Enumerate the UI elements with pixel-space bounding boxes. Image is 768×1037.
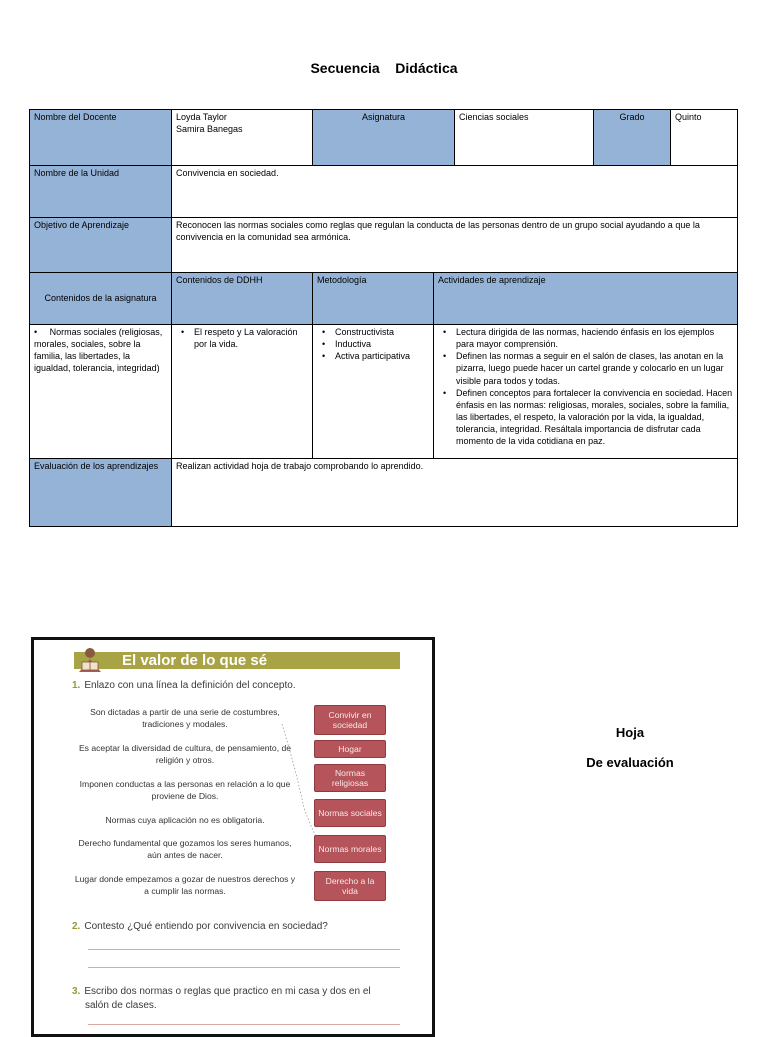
- concept-normas-sociales: Normas sociales: [314, 799, 386, 827]
- row-unidad: [30, 166, 738, 218]
- grado-label: Grado: [594, 110, 671, 166]
- asignatura-label: Asignatura: [313, 110, 455, 166]
- actividad-item: • Definen las normas a seguir en el salón de clases, las anotan en la pizarra, luego puede hacer un cartel grande y colocarlo en un lugar visible para todos y todas.: [456, 350, 733, 386]
- header-contenidos-ddhh: Contenidos de DDHH: [172, 273, 313, 325]
- actividad-item: • Definen conceptos para fortalecer la convivencia en sociedad. Hacen énfasis en las normas: religiosas, morales, sociales, sobre la familia, las libertades, el respeto, la valoración por la vida, la igualdad, tolerancia, integridad. Resáltala importancia de disfrutar cada momento de la vida cotidiana en paz.: [456, 387, 733, 448]
- header-metodologia: Metodología: [313, 273, 434, 325]
- definition-4: Normas cuya aplicación no es obligatoria.: [105, 815, 265, 825]
- contenidos-asignatura-value: Normas sociales (religiosas, morales, sociales, sobre la familia, las libertades, la igualdad, tolerancia, integridad): [34, 327, 163, 374]
- question-3-text-line-1: Escribo dos normas o reglas que practico en mi casa y dos en el: [84, 986, 371, 997]
- asignatura-value: Ciencias sociales: [455, 110, 594, 166]
- grado-value: Quinto: [671, 110, 738, 166]
- evaluacion-value: Realizan actividad hoja de trabajo comprobando lo aprendido.: [172, 459, 738, 527]
- question-3-number: 3.: [72, 986, 81, 997]
- answer-line: [88, 1024, 400, 1025]
- metodologia-item: • Constructivista: [335, 326, 429, 338]
- objetivo-label: Objetivo de Aprendizaje: [30, 218, 172, 273]
- question-3-text-line-2: salón de clases.: [85, 1000, 157, 1011]
- contenidos-asignatura-cell: [30, 325, 172, 459]
- metodologia-item: • Activa participativa: [335, 350, 429, 362]
- evaluation-worksheet-image: [31, 637, 435, 1037]
- caption-line-1: Hoja: [615, 725, 645, 740]
- answer-line: [88, 967, 400, 968]
- metodologia-cell: [313, 325, 434, 459]
- contenidos-ddhh-cell: [172, 325, 313, 459]
- header-actividades: Actividades de aprendizaje: [434, 273, 738, 325]
- definition-5: Derecho fundamental que gozamos los seres humanos, aún antes de nacer.: [78, 838, 292, 860]
- actividades-cell: [434, 325, 738, 459]
- header-contenidos-asignatura: Contenidos de la asignatura: [30, 273, 172, 325]
- worksheet-banner-title: El valor de lo que sé: [122, 652, 268, 669]
- unidad-value: Convivencia en sociedad.: [172, 166, 738, 218]
- row-contents: [30, 325, 738, 459]
- definition-1: Son dictadas a partir de una serie de costumbres, tradiciones y modales.: [90, 707, 280, 729]
- definition-2: Es aceptar la diversidad de cultura, de pensamiento, de religión y otros.: [78, 743, 292, 765]
- caption-line-2: De evaluación: [586, 755, 674, 770]
- question-1-number: 1.: [72, 680, 81, 691]
- concept-convivir-en-sociedad: Convivir en sociedad: [314, 705, 386, 735]
- question-3: [72, 985, 371, 1013]
- bullet-icon: •: [34, 327, 38, 337]
- evaluation-sheet-caption: [540, 718, 720, 778]
- ddhh-item: • El respeto y La valoración por la vida.: [194, 326, 308, 350]
- concept-derecho-a-la-vida: Derecho a la vida: [314, 871, 386, 901]
- definition-6: Lugar donde empezamos a gozar de nuestros derechos y a cumplir las normas.: [74, 874, 296, 896]
- row-docente: [30, 110, 738, 166]
- question-2: [72, 921, 328, 932]
- unidad-label: Nombre de la Unidad: [30, 166, 172, 218]
- actividad-item: • Lectura dirigida de las normas, haciendo énfasis en los ejemplos para mayor comprensión.: [456, 326, 733, 350]
- metodologia-item: • Inductiva: [335, 338, 429, 350]
- question-2-number: 2.: [72, 921, 81, 932]
- question-2-text: Contesto ¿Qué entiendo por convivencia en sociedad?: [84, 921, 328, 932]
- row-objetivo: [30, 218, 738, 273]
- concept-hogar: Hogar: [314, 740, 386, 758]
- evaluacion-label: Evaluación de los aprendizajes: [30, 459, 172, 527]
- question-1-text: Enlazo con una línea la definición del concepto.: [84, 680, 296, 691]
- docente-value: [172, 110, 313, 166]
- docente-name-1: Loyda Taylor: [176, 112, 227, 122]
- answer-line: [88, 949, 400, 950]
- objetivo-value: Reconocen las normas sociales como reglas que regulan la conducta de las personas dentro de un grupo social ayudando a que la convivencia en la comunidad sea armónica.: [172, 218, 738, 273]
- docente-label: Nombre del Docente: [30, 110, 172, 166]
- docente-name-2: Samira Banegas: [176, 124, 243, 135]
- definition-3: Imponen conductas a las personas en relación a lo que proviene de Dios.: [79, 779, 291, 801]
- document-title: Secuencia Didáctica: [310, 60, 458, 76]
- row-headers: [30, 273, 738, 325]
- concept-normas-religiosas: Normas religiosas: [314, 764, 386, 792]
- contenidos-asignatura-text: [34, 326, 167, 375]
- concept-normas-morales: Normas morales: [314, 835, 386, 863]
- row-evaluacion: [30, 459, 738, 527]
- didactic-sequence-table: [29, 109, 738, 527]
